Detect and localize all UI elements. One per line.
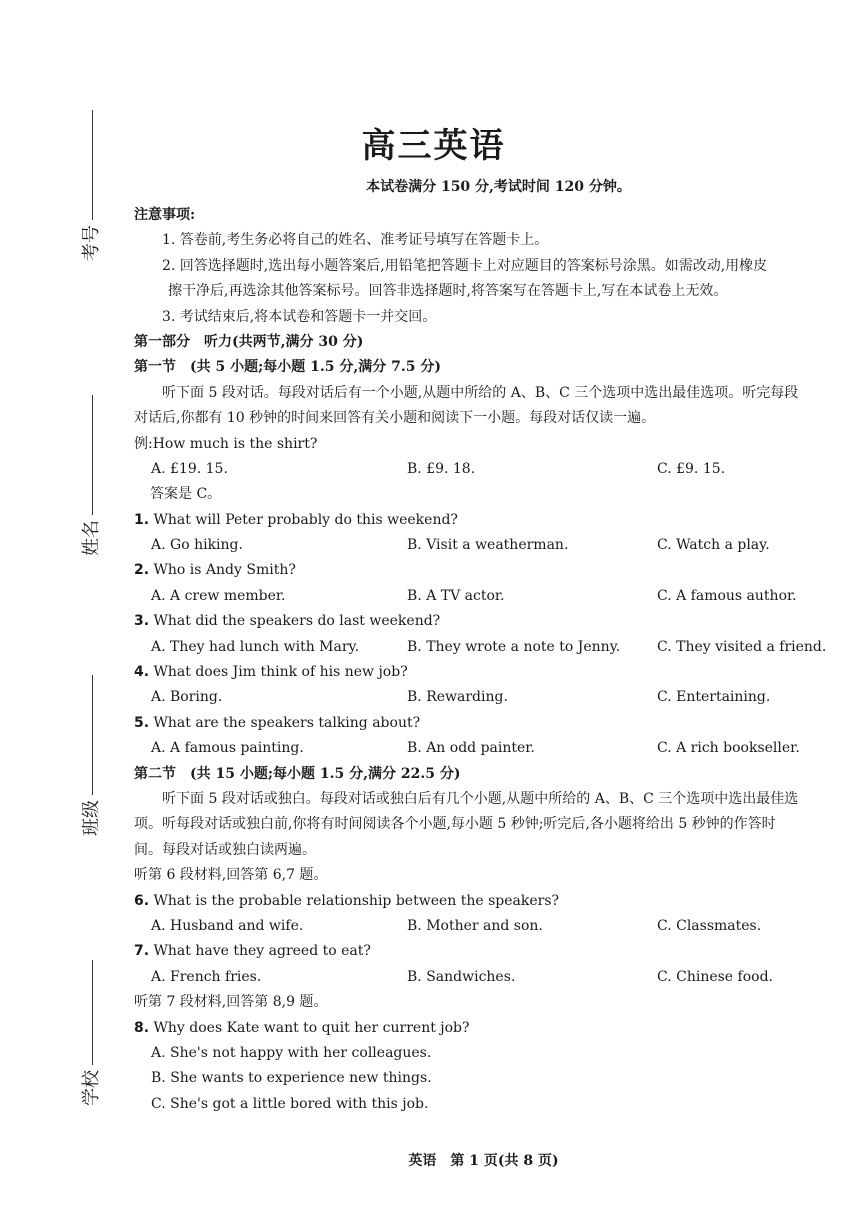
section1-heading: 第一节 (共 5 小题;每小题 1.5 分,满分 7.5 分) bbox=[134, 359, 441, 376]
example-option-b: B. £9. 18. bbox=[407, 460, 476, 477]
question-1-options: A. Go hiking. B. Visit a weatherman. C. Watch a play. bbox=[151, 537, 770, 554]
section2-heading: 第二节 (共 15 小题;每小题 1.5 分,满分 22.5 分) bbox=[134, 765, 461, 782]
page-footer: 英语 第 1 页(共 8 页) bbox=[408, 1153, 559, 1169]
exam-content bbox=[134, 203, 834, 1117]
example-options bbox=[134, 457, 834, 482]
question-6-options: A. Husband and wife. B. Mother and son. C. Classmates. bbox=[151, 917, 762, 934]
question-8-option-c: C. She's got a little bored with this job. bbox=[151, 1095, 429, 1112]
example-option-c: C. £9. 15. bbox=[657, 460, 726, 477]
part1-heading: 第一部分 听力(共两节,满分 30 分) bbox=[134, 333, 364, 350]
side-line-class bbox=[92, 675, 93, 795]
notice-item-3: 3. 考试结束后,将本试卷和答题卡一并交回。 bbox=[162, 308, 437, 325]
side-line-school bbox=[92, 960, 93, 1065]
example-option-a: A. £19. 15. bbox=[151, 460, 228, 477]
side-label-school: 学校 bbox=[81, 1070, 102, 1106]
question-5-options: A. A famous painting. B. An odd painter. C. A rich bookseller. bbox=[151, 740, 800, 757]
question-2-options: A. A crew member. B. A TV actor. C. A famous author. bbox=[151, 587, 797, 604]
section2-instructions-1: 听下面 5 段对话或独白。每段对话或独白后有几个小题,从题中所给的 A、B、C 三个选项中选出最佳选 bbox=[162, 790, 799, 807]
side-label-exam-no: 考号 bbox=[81, 225, 102, 261]
section1-instructions-1: 听下面 5 段对话。每段对话后有一个小题,从题中所给的 A、B、C 三个选项中选出最佳选项。听完每段 bbox=[162, 384, 799, 401]
notice-item-2: 2. 回答选择题时,选出每小题答案后,用铅笔把答题卡上对应题目的答案标号涂黑。如需改动,用橡皮 bbox=[162, 257, 768, 274]
page-subtitle: 本试卷满分 150 分,考试时间 120 分钟。 bbox=[366, 179, 631, 195]
question-4: 4. What does Jim think of his new job? bbox=[134, 664, 408, 681]
question-8-option-a: A. She's not happy with her colleagues. bbox=[151, 1044, 432, 1061]
example-answer: 答案是 C。 bbox=[150, 486, 222, 503]
notice-heading: 注意事项: bbox=[134, 207, 196, 223]
material-6-heading: 听第 6 段材料,回答第 6,7 题。 bbox=[134, 867, 328, 884]
section1-instructions-2: 对话后,你都有 10 秒钟的时间来回答有关小题和阅读下一小题。每段对话仅读一遍。 bbox=[134, 410, 656, 427]
question-6: 6. What is the probable relationship between the speakers? bbox=[134, 892, 560, 909]
example-question: 例:How much is the shirt? bbox=[134, 435, 318, 452]
question-7-options: A. French fries. B. Sandwiches. C. Chinese food. bbox=[151, 968, 773, 985]
question-8: 8. Why does Kate want to quit her current job? bbox=[134, 1019, 470, 1036]
question-3-options: A. They had lunch with Mary. B. They wrote a note to Jenny. C. They visited a friend. bbox=[151, 638, 827, 655]
section2-instructions-3: 间。每段对话或独白读两遍。 bbox=[134, 841, 316, 858]
notice-item-1: 1. 答卷前,考生务必将自己的姓名、准考证号填写在答题卡上。 bbox=[162, 232, 549, 249]
question-7: 7. What have they agreed to eat? bbox=[134, 943, 371, 960]
question-5: 5. What are the speakers talking about? bbox=[134, 714, 421, 731]
question-2: 2. Who is Andy Smith? bbox=[134, 562, 296, 579]
side-label-class: 班级 bbox=[81, 800, 102, 836]
question-4-options: A. Boring. B. Rewarding. C. Entertaining. bbox=[151, 689, 771, 706]
question-8-option-b: B. She wants to experience new things. bbox=[151, 1070, 432, 1087]
section2-instructions-2: 项。听每段对话或独白前,你将有时间阅读各个小题,每小题 5 秒钟;听完后,各小题将给出 5 秒钟的作答时 bbox=[134, 816, 776, 833]
notice-item-2-cont: 擦干净后,再选涂其他答案标号。回答非选择题时,将答案写在答题卡上,写在本试卷上无效。 bbox=[168, 283, 728, 300]
question-1: 1. What will Peter probably do this weekend? bbox=[134, 511, 458, 528]
material-7-heading: 听第 7 段材料,回答第 8,9 题。 bbox=[134, 994, 328, 1011]
page-title: 高三英语 bbox=[361, 126, 506, 166]
side-label-name: 姓名 bbox=[81, 520, 102, 556]
side-line-name bbox=[92, 395, 93, 515]
question-3: 3. What did the speakers do last weekend? bbox=[134, 613, 441, 630]
